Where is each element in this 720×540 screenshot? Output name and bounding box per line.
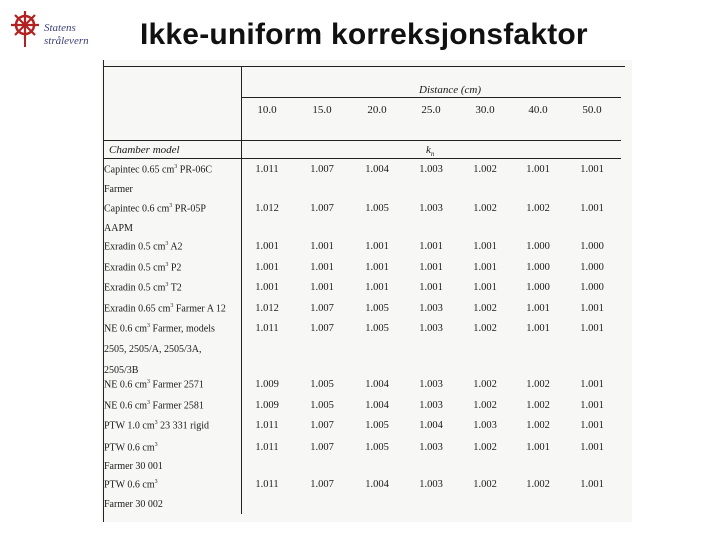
table-row [101, 400, 632, 418]
table-cell: 1.001 [310, 282, 334, 293]
distance-label: 30.0 [475, 104, 495, 116]
table-cell: 1.002 [473, 379, 497, 390]
table-cell: 1.001 [255, 262, 279, 273]
table-cell: 1.011 [255, 442, 279, 453]
table-cell: 1.002 [473, 479, 497, 490]
logo-line-1: Statens [44, 22, 76, 34]
chamber-model-label: NE 0.6 $cm^3$ Farmer 2581 [104, 400, 204, 412]
table-row [101, 164, 632, 182]
table-cell: 1.001 [526, 323, 550, 334]
chamber-model-label: PTW 0.6 $cm^3$ [104, 479, 158, 491]
table-cell: 1.003 [419, 323, 443, 334]
chamber-model-label: Exradin 0.5 $cm^3$ T2 [104, 282, 182, 294]
chamber-model-label: 2505/3B [104, 365, 139, 376]
table-cell: 1.001 [365, 282, 389, 293]
table-cell: 1.000 [580, 262, 604, 273]
page-title: Ikke-uniform korreksjonsfaktor [140, 18, 588, 51]
ship-wheel-icon [8, 8, 42, 48]
table-cell: 1.007 [310, 323, 334, 334]
logo [8, 8, 98, 56]
distance-label: 25.0 [421, 104, 441, 116]
table-cell: 1.001 [580, 323, 604, 334]
table-cell: 1.002 [526, 420, 550, 431]
table-cell: 1.007 [310, 203, 334, 214]
chamber-model-label: Farmer 30 001 [104, 461, 163, 472]
table-cell: 1.004 [365, 400, 389, 411]
table-cell: 1.001 [310, 241, 334, 252]
table-cell: 1.011 [255, 323, 279, 334]
table-row [101, 241, 632, 259]
table-cell: 1.002 [473, 323, 497, 334]
table-cell: 1.001 [473, 282, 497, 293]
table-cell: 1.007 [310, 442, 334, 453]
logo-line-2: strålevern [44, 35, 89, 47]
table-cell: 1.001 [473, 241, 497, 252]
table-cell: 1.005 [310, 379, 334, 390]
table-cell: 1.001 [526, 303, 550, 314]
table-row [101, 499, 632, 517]
table-cell: 1.001 [580, 420, 604, 431]
table-cell: 1.002 [473, 400, 497, 411]
table-row [101, 442, 632, 460]
table-row [101, 344, 632, 362]
table-cell: 1.004 [365, 479, 389, 490]
table-cell: 1.003 [419, 400, 443, 411]
table-cell: 1.001 [526, 442, 550, 453]
table-cell: 1.004 [419, 420, 443, 431]
table-cell: 1.009 [255, 379, 279, 390]
table-cell: 1.001 [310, 262, 334, 273]
table-cell: 1.003 [419, 442, 443, 453]
table-cell: 1.000 [526, 262, 550, 273]
distance-label: 20.0 [367, 104, 387, 116]
distance-label: 40.0 [528, 104, 548, 116]
table-cell: 1.004 [365, 164, 389, 175]
chamber-model-label: Capintec 0.65 $cm^3$ PR-06C [104, 164, 212, 176]
table-cell: 1.002 [526, 479, 550, 490]
table-cell: 1.000 [580, 282, 604, 293]
table-cell: 1.003 [419, 303, 443, 314]
table-cell: 1.003 [419, 203, 443, 214]
table-row [101, 479, 632, 497]
table-cell: 1.003 [419, 479, 443, 490]
table-cell: 1.005 [310, 400, 334, 411]
table-row [101, 203, 632, 221]
table-cell: 1.000 [580, 241, 604, 252]
table-cell: 1.002 [473, 203, 497, 214]
chamber-model-label: NE 0.6 $cm^3$ Farmer 2571 [104, 379, 204, 391]
table-cell: 1.011 [255, 420, 279, 431]
chamber-model-label: Farmer 30 002 [104, 499, 163, 510]
table-cell: 1.001 [419, 282, 443, 293]
table-row [101, 303, 632, 321]
chamber-model-label: NE 0.6 $cm^3$ Farmer, models [104, 323, 215, 335]
table-cell: 1.003 [419, 164, 443, 175]
table-cell: 1.001 [255, 241, 279, 252]
scanned-table [101, 60, 632, 522]
table-cell: 1.002 [526, 203, 550, 214]
chamber-model-header: Chamber model [109, 144, 180, 156]
chamber-model-label: AAPM [104, 223, 133, 234]
factor-header: $k_n$ [426, 144, 435, 159]
table-cell: 1.001 [255, 282, 279, 293]
table-row [101, 223, 632, 241]
table-cell: 1.001 [365, 241, 389, 252]
table-cell: 1.002 [526, 379, 550, 390]
table-cell: 1.001 [580, 479, 604, 490]
table-cell: 1.001 [580, 203, 604, 214]
table-cell: 1.002 [473, 442, 497, 453]
chamber-model-label: Capintec 0.6 $cm^3$ PR-05P [104, 203, 206, 215]
chamber-model-label: Exradin 0.65 $cm^3$ Farmer A 12 [104, 303, 226, 315]
table-row [101, 323, 632, 341]
table-cell: 1.001 [419, 262, 443, 273]
table-cell: 1.005 [365, 303, 389, 314]
table-cell: 1.000 [526, 241, 550, 252]
table-cell: 1.009 [255, 400, 279, 411]
table-cell: 1.001 [365, 262, 389, 273]
table-cell: 1.001 [580, 164, 604, 175]
table-cell: 1.001 [526, 164, 550, 175]
distance-label: 50.0 [582, 104, 602, 116]
table-cell: 1.001 [580, 442, 604, 453]
table-cell: 1.011 [255, 479, 279, 490]
table-row [101, 461, 632, 479]
chamber-model-label: 2505, 2505/A, 2505/3A, [104, 344, 202, 355]
table-row [101, 262, 632, 280]
table-cell: 1.001 [580, 303, 604, 314]
table-cell: 1.001 [580, 379, 604, 390]
table-cell: 1.002 [526, 400, 550, 411]
table-cell: 1.002 [473, 164, 497, 175]
table-row [101, 379, 632, 397]
table-cell: 1.003 [473, 420, 497, 431]
table-row [101, 282, 632, 300]
table-cell: 1.005 [365, 203, 389, 214]
distance-header: Distance (cm) [419, 84, 482, 96]
table-cell: 1.005 [365, 442, 389, 453]
table-cell: 1.005 [365, 323, 389, 334]
table-cell: 1.007 [310, 164, 334, 175]
table-cell: 1.001 [580, 400, 604, 411]
table-cell: 1.007 [310, 479, 334, 490]
table-cell: 1.003 [419, 379, 443, 390]
chamber-model-label: Exradin 0.5 $cm^3$ A2 [104, 241, 183, 253]
table-cell: 1.000 [526, 282, 550, 293]
distance-label: 15.0 [312, 104, 332, 116]
table-cell: 1.004 [365, 379, 389, 390]
table-cell: 1.007 [310, 303, 334, 314]
table-cell: 1.002 [473, 303, 497, 314]
table-cell: 1.001 [419, 241, 443, 252]
table-cell: 1.007 [310, 420, 334, 431]
table-row [101, 184, 632, 202]
table-cell: 1.005 [365, 420, 389, 431]
table-cell: 1.012 [255, 303, 279, 314]
chamber-model-label: Farmer [104, 184, 133, 195]
distance-label: 10.0 [257, 104, 277, 116]
table-cell: 1.011 [255, 164, 279, 175]
table-cell: 1.012 [255, 203, 279, 214]
chamber-model-label: PTW 1.0 $cm^3$ 23 331 rigid [104, 420, 210, 432]
table-cell: 1.001 [473, 262, 497, 273]
table-row [101, 420, 632, 438]
chamber-model-label: PTW 0.6 $cm^3$ [104, 442, 158, 454]
chamber-model-label: Exradin 0.5 $cm^3$ P2 [104, 262, 182, 274]
